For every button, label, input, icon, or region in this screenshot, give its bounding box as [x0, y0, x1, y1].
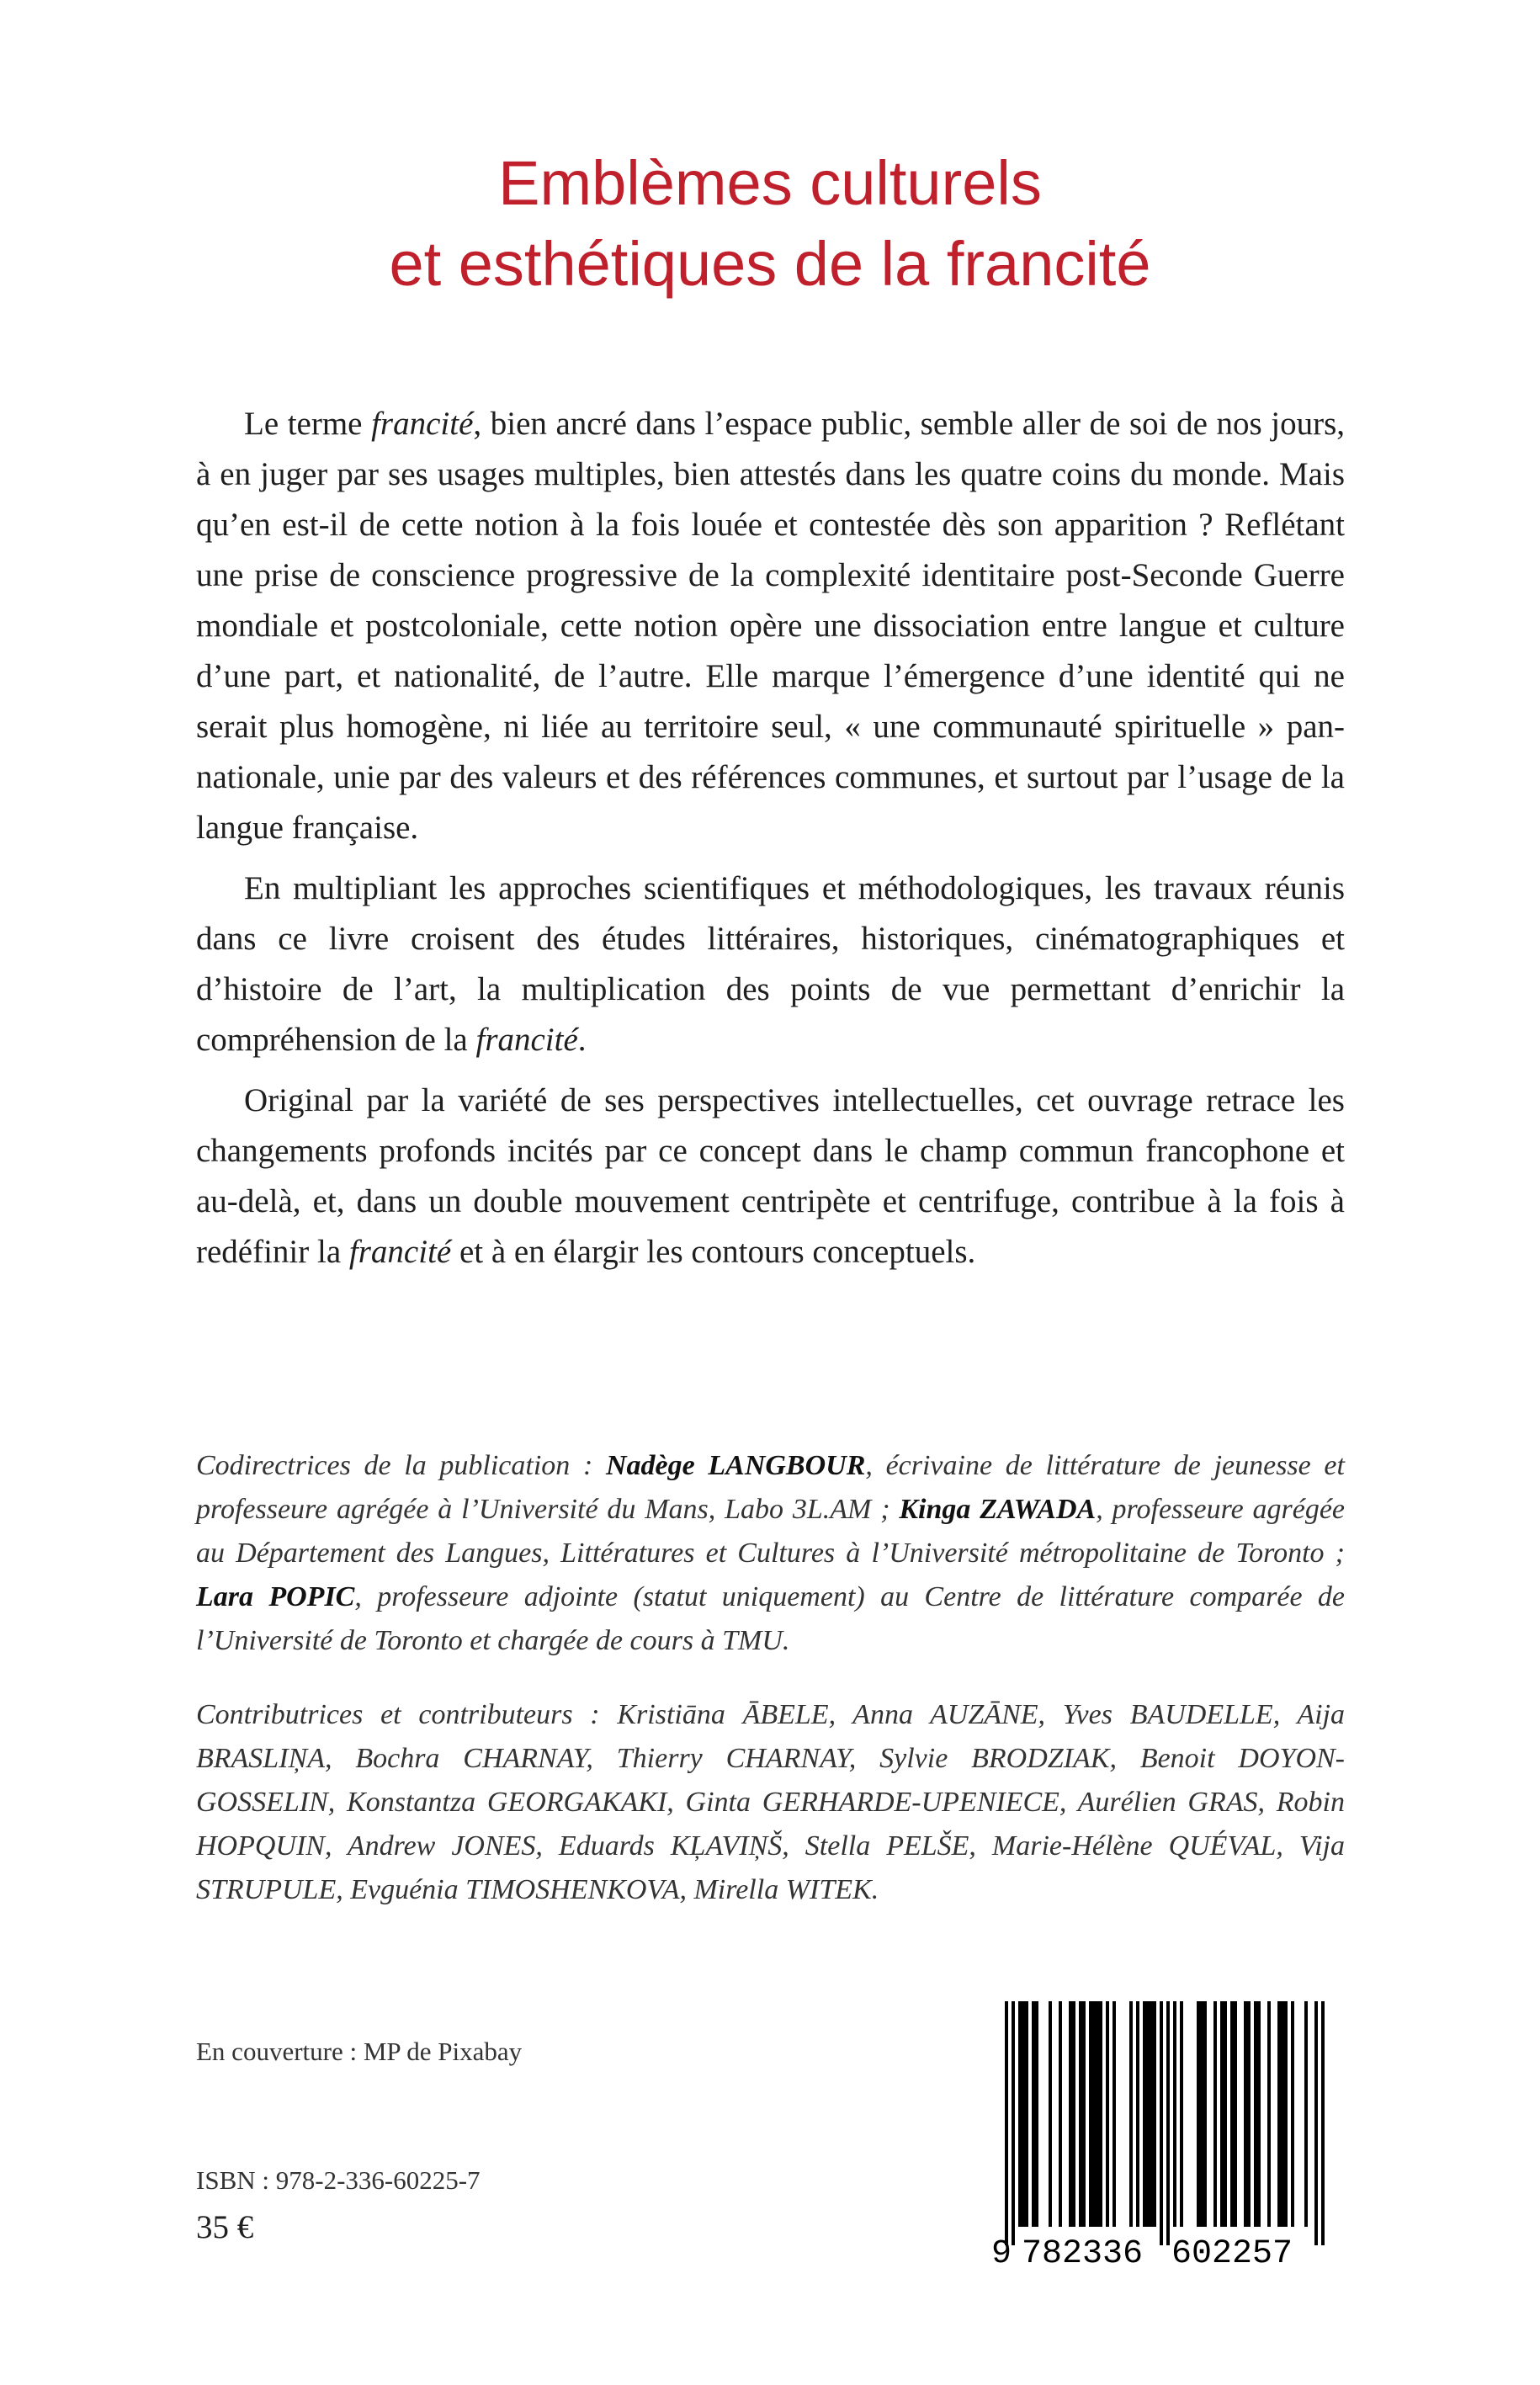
- barcode-bar: [1049, 2001, 1052, 2227]
- synopsis-paragraph-3: [196, 1076, 1345, 1277]
- synopsis: [196, 399, 1345, 1288]
- text-run: , professeure adjointe (statut uniquement) au Centre de littérature comparée de l’Université de Toronto et chargée de cours à TMU.: [196, 1581, 1346, 1656]
- barcode-bar: [1059, 2001, 1062, 2227]
- directors-credit: [196, 1444, 1345, 1663]
- barcode-bar: [1166, 2001, 1170, 2245]
- barcode-bar: [1018, 2001, 1022, 2227]
- text-run: En multipliant les approches scientifiques et méthodologiques, les travaux réunis dans ce livre croisent des études littéraires, historiques, cinématographiques et d’histoire de l’art, la multiplication des points de vue permettant d’enrichir la compréhension de la: [196, 870, 1345, 1058]
- barcode-bar: [1257, 2001, 1261, 2227]
- barcode-bar: [1035, 2001, 1038, 2227]
- text-run: Le terme: [244, 406, 372, 442]
- isbn: ISBN : 978-2-336-60225-7: [196, 2165, 481, 2195]
- barcode-bar: [1146, 2001, 1150, 2227]
- barcode-bar: [1267, 2001, 1271, 2227]
- barcode-bar: [1106, 2001, 1109, 2227]
- barcode-bar: [1321, 2001, 1325, 2245]
- barcode-digit-first: 9: [991, 2235, 1012, 2272]
- barcode-bar: [1247, 2001, 1251, 2227]
- credits-section: [196, 1444, 1345, 1942]
- barcode-bar: [1291, 2001, 1294, 2227]
- text-run: , bien ancré dans l’espace public, semble aller de soi de nos jours, à en juger par ses usages multiples, bien attestés dans les quatre coins du monde. Mais qu’en est-il de cette notion à la fois louée et contestée dès son apparition ? Reflétant une prise de conscience progressive de la complexité identitaire post-Seconde Guerre mondiale et postcoloniale, cette notion opère une dissociation entre langue et culture d’une part, et nationalité, de l’autre. Elle marque l’émergence d’une identité qui ne serait plus homogène, ni liée au territoire seul, « une communauté spirituelle » pan-nationale, unie par des valeurs et des références communes, et surtout par l’usage de la langue française.: [196, 406, 1346, 846]
- text-run: et à en élargir les contours conceptuels.: [451, 1234, 976, 1270]
- barcode-bar: [1230, 2001, 1234, 2227]
- barcode-bar: [1129, 2001, 1133, 2227]
- barcode-bar: [1304, 2001, 1308, 2227]
- barcode-bar: [1143, 2001, 1146, 2227]
- barcode-bar: [1173, 2001, 1176, 2227]
- director-name: Lara POPIC: [196, 1581, 355, 1612]
- barcode-bar: [1284, 2001, 1288, 2227]
- emphasis: francité: [475, 1022, 578, 1058]
- barcode-bar: [1254, 2001, 1257, 2227]
- barcode-bar: [1203, 2001, 1207, 2227]
- barcode-bar: [1180, 2001, 1183, 2227]
- barcode-bar: [1224, 2001, 1227, 2227]
- barcode-bar: [1314, 2001, 1318, 2245]
- barcode-bar: [1022, 2001, 1025, 2227]
- barcode-bar: [1005, 2001, 1008, 2245]
- barcode-bar: [1281, 2001, 1284, 2227]
- book-title: [0, 143, 1540, 305]
- barcode-bar: [1012, 2001, 1015, 2245]
- barcode-bar: [1244, 2001, 1247, 2227]
- barcode-bar: [1092, 2001, 1096, 2227]
- barcode-bar: [1234, 2001, 1237, 2227]
- barcode-bar: [1160, 2001, 1163, 2245]
- synopsis-paragraph-1: [196, 399, 1345, 853]
- text-run: , écrivaine de littérature de jeunesse et professeure agrégée à l’Université du Mans, Labo 3L.AM ;: [196, 1450, 1345, 1525]
- barcode-bar: [1032, 2001, 1035, 2227]
- title-line-2: et esthétiques de la francité: [389, 229, 1151, 299]
- barcode-digits-right: 602257: [1171, 2235, 1293, 2272]
- barcode-bar: [1096, 2001, 1099, 2227]
- synopsis-paragraph-2: [196, 863, 1345, 1065]
- barcode-digits-left: 782336: [1021, 2235, 1144, 2272]
- barcode-bar: [1136, 2001, 1139, 2227]
- barcode-bar: [1089, 2001, 1092, 2227]
- cover-credit: En couverture : MP de Pixabay: [196, 2037, 523, 2066]
- text-run: .: [577, 1022, 587, 1058]
- director-name: Nadège LANGBOUR: [605, 1450, 866, 1481]
- barcode-bar: [1025, 2001, 1028, 2227]
- barcode-bar: [1220, 2001, 1224, 2227]
- barcode-graphic: [983, 1995, 1345, 2272]
- barcode-bar: [1153, 2001, 1156, 2227]
- barcode-bar: [1200, 2001, 1203, 2227]
- emphasis: francité: [348, 1234, 452, 1270]
- barcode-bar: [1082, 2001, 1086, 2227]
- barcode-bar: [1113, 2001, 1116, 2227]
- barcode-bar: [1213, 2001, 1217, 2227]
- barcode-bar: [1277, 2001, 1281, 2227]
- price: 35 €: [196, 2209, 254, 2245]
- title-line-1: Emblèmes culturels: [498, 148, 1042, 218]
- barcode-bar: [1099, 2001, 1102, 2227]
- text-run: Codirectrices de la publication :: [196, 1450, 606, 1481]
- emphasis: francité: [371, 406, 474, 442]
- director-name: Kinga ZAWADA: [899, 1494, 1097, 1525]
- barcode-bar: [1150, 2001, 1153, 2227]
- barcode-bar: [1197, 2001, 1200, 2227]
- barcode-bar: [1069, 2001, 1072, 2227]
- barcode-bar: [1079, 2001, 1082, 2227]
- contributors-credit: Contributrices et contributeurs : Kristiāna ĀBELE, Anna AUZĀNE, Yves BAUDELLE, Aija BRASLIŅA, Bochra CHARNAY, Thierry CHARNAY, Sylvie BRODZIAK, Benoit DOYON-GOSSELIN, Konstantza GEORGAKAKI, Ginta GERHARDE-UPENIECE, Aurélien GRAS, Robin HOPQUIN, Andrew JONES, Eduards KĻAVIŅŠ, Stella PELŠE, Marie-Hélène QUÉVAL, Vija STRUPULE, Evguénia TIMOSHENKOVA, Mirella WITEK.: [196, 1699, 1345, 1905]
- text-run: Original par la variété de ses perspectives intellectuelles, cet ouvrage retrace les changements profonds incités par ce concept dans le champ commun francophone et au-delà, et, dans un double mouvement centripète et centrifuge, contribue à la fois à redéfinir la: [196, 1082, 1345, 1270]
- barcode: [983, 1995, 1345, 2272]
- barcode-bar: [1072, 2001, 1075, 2227]
- text-run: , professeure agrégée au Département des Langues, Littératures et Cultures à l’Université métropolitaine de Toronto ;: [196, 1494, 1346, 1569]
